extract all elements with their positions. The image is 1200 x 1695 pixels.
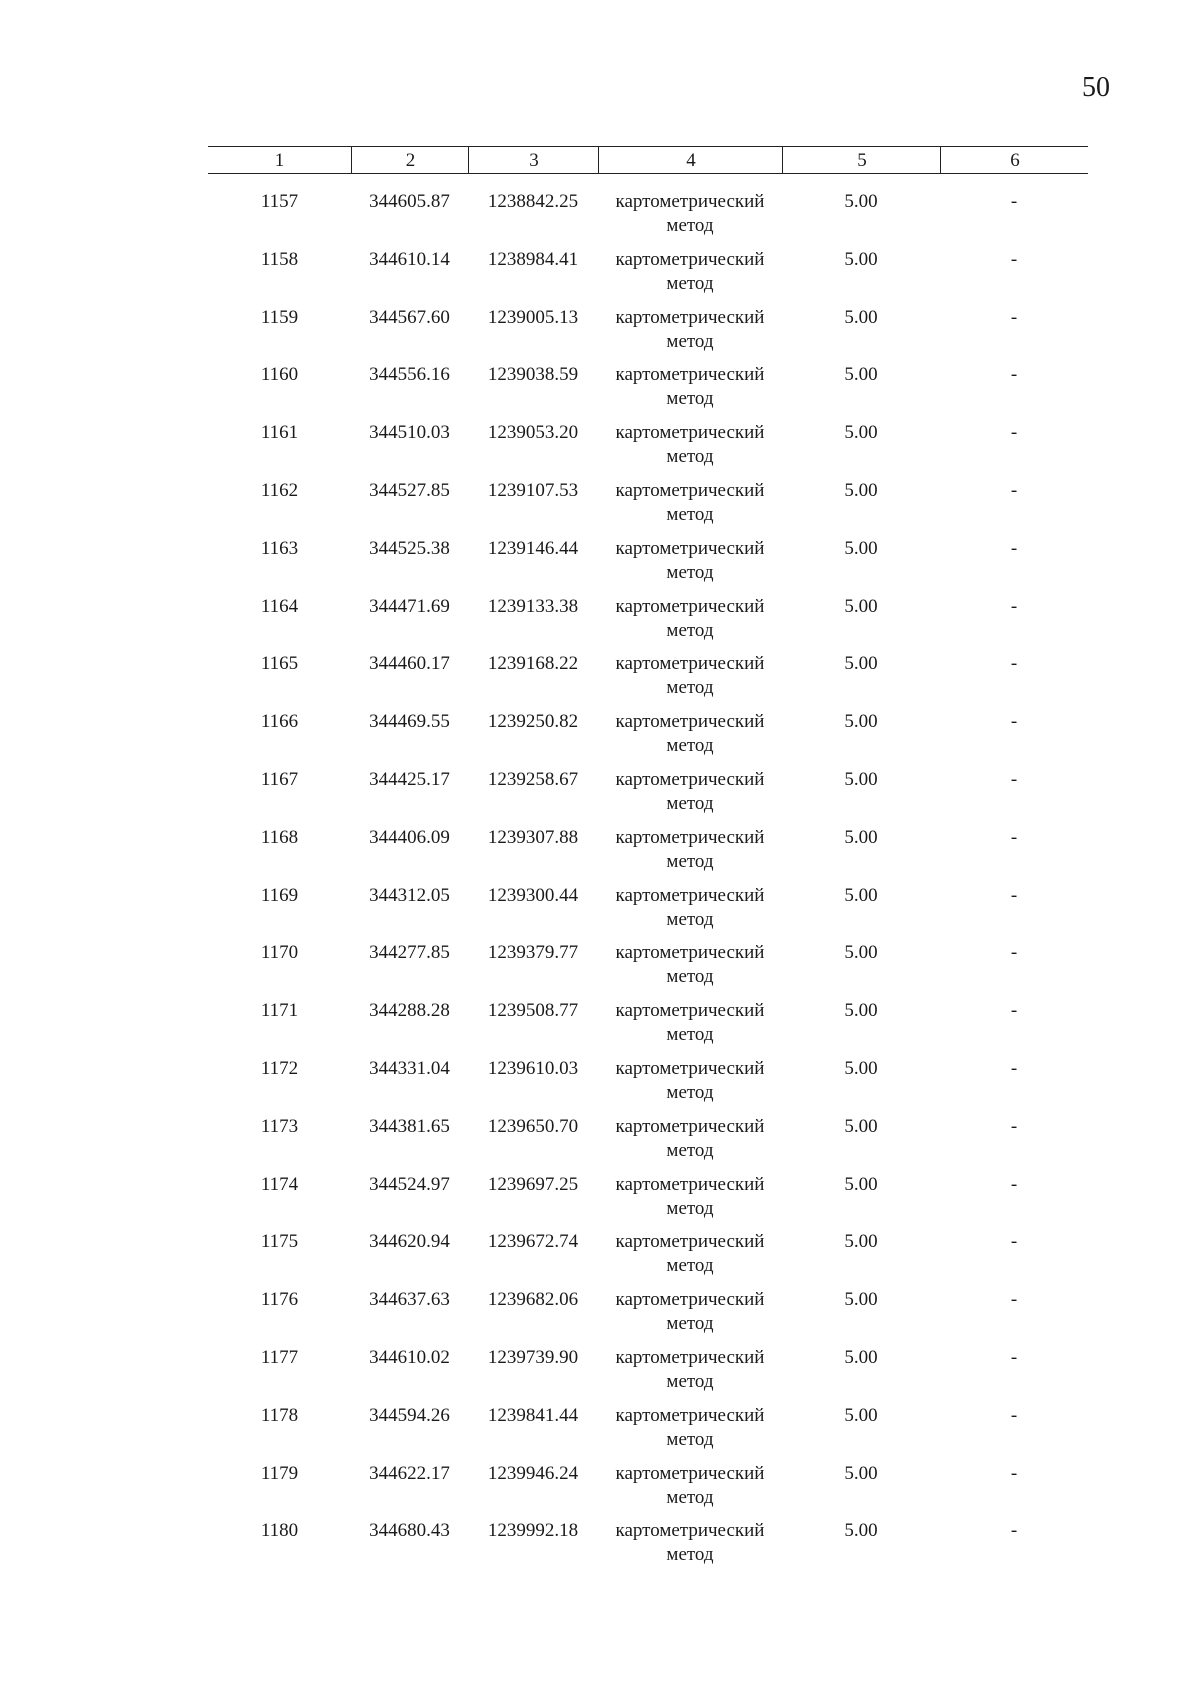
coordinate-x-cell: 344610.14 bbox=[369, 248, 450, 270]
point-number-cell: 1174 bbox=[260, 1173, 299, 1195]
accuracy-value-cell: 5.00 bbox=[844, 711, 878, 733]
accuracy-value-cell: 5.00 bbox=[844, 595, 878, 617]
table-row bbox=[208, 1173, 1088, 1231]
table-row bbox=[208, 595, 1088, 653]
coordinate-x-cell: 344527.85 bbox=[369, 479, 450, 501]
coordinate-y-cell: 1239841.44 bbox=[487, 1404, 579, 1426]
coordinate-x-cell: 344524.97 bbox=[369, 1173, 450, 1195]
column-header-4: 4 bbox=[598, 147, 783, 173]
point-number-cell: 1178 bbox=[260, 1404, 299, 1426]
method-cell bbox=[598, 421, 782, 469]
column-header-1: 1 bbox=[274, 150, 285, 171]
method-line-1: картометрический bbox=[615, 1173, 765, 1195]
table-row bbox=[208, 1288, 1088, 1346]
coordinate-x-cell: 344556.16 bbox=[369, 364, 450, 386]
table-row bbox=[208, 999, 1088, 1057]
coordinate-y-cell: 1239146.44 bbox=[487, 537, 579, 559]
column-header-3: 3 bbox=[468, 147, 599, 173]
method-line-2: метод bbox=[666, 1024, 714, 1046]
note-cell: - bbox=[1010, 1462, 1018, 1484]
note-cell: - bbox=[1010, 1115, 1018, 1137]
method-cell bbox=[598, 1230, 782, 1278]
method-line-2: метод bbox=[666, 272, 714, 294]
method-line-1: картометрический bbox=[615, 1231, 765, 1253]
method-line-2: метод bbox=[666, 446, 714, 468]
method-cell bbox=[598, 1173, 782, 1221]
method-line-2: метод bbox=[666, 619, 714, 641]
coordinate-x-cell: 344425.17 bbox=[369, 768, 450, 790]
note-cell: - bbox=[1010, 364, 1018, 386]
point-number-cell: 1167 bbox=[260, 768, 299, 790]
method-line-1: картометрический bbox=[615, 942, 765, 964]
method-line-2: метод bbox=[666, 388, 714, 410]
accuracy-value-cell: 5.00 bbox=[844, 479, 878, 501]
method-cell bbox=[598, 941, 782, 989]
table-row bbox=[208, 884, 1088, 942]
table-row bbox=[208, 306, 1088, 364]
table-row bbox=[208, 248, 1088, 306]
note-cell: - bbox=[1010, 1289, 1018, 1311]
method-line-1: картометрический bbox=[615, 191, 765, 212]
accuracy-value-cell: 5.00 bbox=[844, 248, 878, 270]
method-line-2: метод bbox=[666, 1544, 714, 1566]
accuracy-value-cell: 5.00 bbox=[844, 1346, 878, 1368]
coordinates-table bbox=[208, 146, 1088, 1577]
accuracy-value-cell: 5.00 bbox=[844, 653, 878, 675]
note-cell: - bbox=[1010, 422, 1018, 444]
point-number-cell: 1160 bbox=[260, 364, 299, 386]
method-line-2: метод bbox=[666, 1197, 714, 1219]
method-line-1: картометрический bbox=[615, 364, 765, 386]
method-line-2: метод bbox=[666, 966, 714, 988]
note-cell: - bbox=[1010, 1404, 1018, 1426]
method-line-1: картометрический bbox=[615, 711, 765, 733]
method-cell bbox=[598, 1288, 782, 1336]
point-number-cell: 1172 bbox=[260, 1057, 299, 1079]
accuracy-value-cell: 5.00 bbox=[844, 306, 878, 328]
point-number-cell: 1173 bbox=[260, 1115, 299, 1137]
accuracy-value-cell: 5.00 bbox=[844, 768, 878, 790]
method-line-2: метод bbox=[666, 1081, 714, 1103]
coordinate-y-cell: 1239946.24 bbox=[487, 1462, 579, 1484]
accuracy-value-cell: 5.00 bbox=[844, 942, 878, 964]
method-line-2: метод bbox=[666, 1370, 714, 1392]
note-cell: - bbox=[1010, 1520, 1018, 1542]
table-row bbox=[208, 1115, 1088, 1173]
method-line-1: картометрический bbox=[615, 1289, 765, 1311]
point-number-cell: 1169 bbox=[260, 884, 299, 906]
point-number-cell: 1164 bbox=[260, 595, 299, 617]
method-line-2: метод bbox=[666, 1486, 714, 1508]
note-cell: - bbox=[1010, 248, 1018, 270]
coordinate-y-cell: 1239133.38 bbox=[487, 595, 579, 617]
table-row bbox=[208, 1230, 1088, 1288]
method-cell bbox=[598, 248, 782, 296]
coordinate-x-cell: 344381.65 bbox=[369, 1115, 450, 1137]
table-row bbox=[208, 363, 1088, 421]
coordinate-x-cell: 344637.63 bbox=[369, 1289, 450, 1311]
note-cell: - bbox=[1010, 826, 1018, 848]
method-line-1: картометрический bbox=[615, 768, 765, 790]
coordinate-y-cell: 1239307.88 bbox=[487, 826, 579, 848]
coordinate-x-cell: 344610.02 bbox=[369, 1346, 450, 1368]
coordinate-x-cell: 344680.43 bbox=[369, 1520, 450, 1542]
note-cell: - bbox=[1010, 942, 1018, 964]
note-cell: - bbox=[1010, 191, 1018, 212]
table-body bbox=[208, 190, 1088, 1577]
table-header-row bbox=[208, 146, 1088, 174]
coordinate-y-cell: 1239250.82 bbox=[487, 711, 579, 733]
method-cell bbox=[598, 479, 782, 527]
note-cell: - bbox=[1010, 653, 1018, 675]
coordinate-x-cell: 344288.28 bbox=[369, 1000, 450, 1022]
method-cell bbox=[598, 884, 782, 932]
accuracy-value-cell: 5.00 bbox=[844, 884, 878, 906]
coordinate-x-cell: 344469.55 bbox=[369, 711, 450, 733]
note-cell: - bbox=[1010, 1000, 1018, 1022]
point-number-cell: 1159 bbox=[260, 306, 299, 328]
coordinate-y-cell: 1239672.74 bbox=[487, 1231, 579, 1253]
coordinate-x-cell: 344460.17 bbox=[369, 653, 450, 675]
coordinate-y-cell: 1239300.44 bbox=[487, 884, 579, 906]
point-number-cell: 1179 bbox=[260, 1462, 299, 1484]
coordinate-x-cell: 344312.05 bbox=[369, 884, 450, 906]
method-cell bbox=[598, 826, 782, 874]
coordinate-x-cell: 344277.85 bbox=[369, 942, 450, 964]
accuracy-value-cell: 5.00 bbox=[844, 537, 878, 559]
accuracy-value-cell: 5.00 bbox=[844, 1173, 878, 1195]
coordinate-x-cell: 344567.60 bbox=[369, 306, 450, 328]
method-line-2: метод bbox=[666, 215, 714, 236]
method-cell bbox=[598, 768, 782, 816]
method-line-1: картометрический bbox=[615, 1520, 765, 1542]
method-line-1: картометрический bbox=[615, 1115, 765, 1137]
accuracy-value-cell: 5.00 bbox=[844, 1000, 878, 1022]
note-cell: - bbox=[1010, 1346, 1018, 1368]
method-line-2: метод bbox=[666, 792, 714, 814]
point-number-cell: 1177 bbox=[260, 1346, 299, 1368]
note-cell: - bbox=[1010, 595, 1018, 617]
accuracy-value-cell: 5.00 bbox=[844, 826, 878, 848]
method-line-2: метод bbox=[666, 677, 714, 699]
method-cell bbox=[598, 999, 782, 1047]
method-line-2: метод bbox=[666, 1313, 714, 1335]
method-line-2: метод bbox=[666, 908, 714, 930]
method-cell bbox=[598, 1346, 782, 1394]
table-row bbox=[208, 537, 1088, 595]
table-row bbox=[208, 1519, 1088, 1577]
accuracy-value-cell: 5.00 bbox=[844, 364, 878, 386]
note-cell: - bbox=[1010, 479, 1018, 501]
coordinate-y-cell: 1239682.06 bbox=[487, 1289, 579, 1311]
accuracy-value-cell: 5.00 bbox=[844, 1057, 878, 1079]
accuracy-value-cell: 5.00 bbox=[844, 1289, 878, 1311]
column-header-5: 5 bbox=[782, 147, 941, 173]
coordinate-y-cell: 1239739.90 bbox=[487, 1346, 579, 1368]
table-row bbox=[208, 768, 1088, 826]
point-number-cell: 1175 bbox=[260, 1231, 299, 1253]
coordinate-x-cell: 344605.87 bbox=[369, 191, 450, 212]
coordinate-y-cell: 1239697.25 bbox=[487, 1173, 579, 1195]
table-row bbox=[208, 1462, 1088, 1520]
coordinate-y-cell: 1239258.67 bbox=[487, 768, 579, 790]
table-row bbox=[208, 652, 1088, 710]
method-line-1: картометрический bbox=[615, 653, 765, 675]
table-row bbox=[208, 479, 1088, 537]
point-number-cell: 1170 bbox=[260, 942, 299, 964]
note-cell: - bbox=[1010, 1231, 1018, 1253]
coordinate-x-cell: 344525.38 bbox=[369, 537, 450, 559]
point-number-cell: 1161 bbox=[260, 422, 299, 444]
method-cell bbox=[598, 710, 782, 758]
method-cell bbox=[598, 1519, 782, 1567]
method-cell bbox=[598, 1462, 782, 1510]
method-line-1: картометрический bbox=[615, 595, 765, 617]
coordinate-y-cell: 1239610.03 bbox=[487, 1057, 579, 1079]
table-row bbox=[208, 1346, 1088, 1404]
coordinate-y-cell: 1238842.25 bbox=[487, 191, 579, 212]
column-header-2: 2 bbox=[351, 147, 469, 173]
note-cell: - bbox=[1010, 306, 1018, 328]
coordinate-x-cell: 344510.03 bbox=[369, 422, 450, 444]
note-cell: - bbox=[1010, 1173, 1018, 1195]
coordinate-x-cell: 344622.17 bbox=[369, 1462, 450, 1484]
method-cell bbox=[598, 306, 782, 354]
accuracy-value-cell: 5.00 bbox=[844, 1115, 878, 1137]
table-row bbox=[208, 710, 1088, 768]
point-number-cell: 1176 bbox=[260, 1289, 299, 1311]
coordinate-y-cell: 1239107.53 bbox=[487, 479, 579, 501]
method-line-2: метод bbox=[666, 503, 714, 525]
method-line-1: картометрический bbox=[615, 1057, 765, 1079]
point-number-cell: 1158 bbox=[260, 248, 299, 270]
accuracy-value-cell: 5.00 bbox=[844, 1520, 878, 1542]
coordinate-y-cell: 1239038.59 bbox=[487, 364, 579, 386]
table-row bbox=[208, 190, 1088, 248]
point-number-cell: 1168 bbox=[260, 826, 299, 848]
table-row bbox=[208, 1057, 1088, 1115]
table-row bbox=[208, 1404, 1088, 1462]
accuracy-value-cell: 5.00 bbox=[844, 1404, 878, 1426]
method-line-2: метод bbox=[666, 561, 714, 583]
point-number-cell: 1171 bbox=[260, 1000, 299, 1022]
point-number-cell: 1180 bbox=[260, 1520, 299, 1542]
method-line-1: картометрический bbox=[615, 1462, 765, 1484]
method-line-1: картометрический bbox=[615, 826, 765, 848]
coordinate-y-cell: 1239053.20 bbox=[487, 422, 579, 444]
method-cell bbox=[598, 537, 782, 585]
accuracy-value-cell: 5.00 bbox=[844, 1462, 878, 1484]
method-cell bbox=[598, 1404, 782, 1452]
method-line-1: картометрический bbox=[615, 537, 765, 559]
method-line-2: метод bbox=[666, 330, 714, 352]
method-line-2: метод bbox=[666, 1255, 714, 1277]
page-number: 50 bbox=[1082, 72, 1110, 103]
point-number-cell: 1163 bbox=[260, 537, 299, 559]
coordinate-x-cell: 344331.04 bbox=[369, 1057, 450, 1079]
table-row bbox=[208, 826, 1088, 884]
coordinate-y-cell: 1239650.70 bbox=[487, 1115, 579, 1137]
point-number-cell: 1162 bbox=[260, 479, 299, 501]
coordinate-x-cell: 344406.09 bbox=[369, 826, 450, 848]
method-line-1: картометрический bbox=[615, 248, 765, 270]
coordinate-y-cell: 1239168.22 bbox=[487, 653, 579, 675]
column-header-6: 6 bbox=[940, 147, 1089, 173]
method-line-1: картометрический bbox=[615, 884, 765, 906]
coordinate-y-cell: 1239992.18 bbox=[487, 1520, 579, 1542]
method-cell bbox=[598, 1057, 782, 1105]
note-cell: - bbox=[1010, 1057, 1018, 1079]
accuracy-value-cell: 5.00 bbox=[844, 191, 878, 212]
note-cell: - bbox=[1010, 768, 1018, 790]
method-line-1: картометрический bbox=[615, 1346, 765, 1368]
method-cell bbox=[598, 1115, 782, 1163]
coordinate-x-cell: 344594.26 bbox=[369, 1404, 450, 1426]
coordinate-x-cell: 344620.94 bbox=[369, 1231, 450, 1253]
method-line-1: картометрический bbox=[615, 306, 765, 328]
method-line-2: метод bbox=[666, 1139, 714, 1161]
note-cell: - bbox=[1010, 884, 1018, 906]
method-line-1: картометрический bbox=[615, 1000, 765, 1022]
method-cell bbox=[598, 363, 782, 411]
coordinate-y-cell: 1239508.77 bbox=[487, 1000, 579, 1022]
point-number-cell: 1165 bbox=[260, 653, 299, 675]
coordinate-y-cell: 1238984.41 bbox=[487, 248, 579, 270]
method-line-1: картометрический bbox=[615, 479, 765, 501]
method-cell bbox=[598, 652, 782, 700]
method-line-1: картометрический bbox=[615, 1404, 765, 1426]
method-line-2: метод bbox=[666, 1428, 714, 1450]
point-number-cell: 1166 bbox=[260, 711, 299, 733]
coordinate-y-cell: 1239379.77 bbox=[487, 942, 579, 964]
point-number-cell: 1157 bbox=[260, 191, 299, 212]
coordinate-y-cell: 1239005.13 bbox=[487, 306, 579, 328]
method-cell bbox=[598, 190, 782, 238]
method-line-2: метод bbox=[666, 850, 714, 872]
method-line-1: картометрический bbox=[615, 422, 765, 444]
coordinate-x-cell: 344471.69 bbox=[369, 595, 450, 617]
table-row bbox=[208, 941, 1088, 999]
method-line-2: метод bbox=[666, 735, 714, 757]
note-cell: - bbox=[1010, 711, 1018, 733]
accuracy-value-cell: 5.00 bbox=[844, 422, 878, 444]
method-cell bbox=[598, 595, 782, 643]
note-cell: - bbox=[1010, 537, 1018, 559]
table-row bbox=[208, 421, 1088, 479]
accuracy-value-cell: 5.00 bbox=[844, 1231, 878, 1253]
